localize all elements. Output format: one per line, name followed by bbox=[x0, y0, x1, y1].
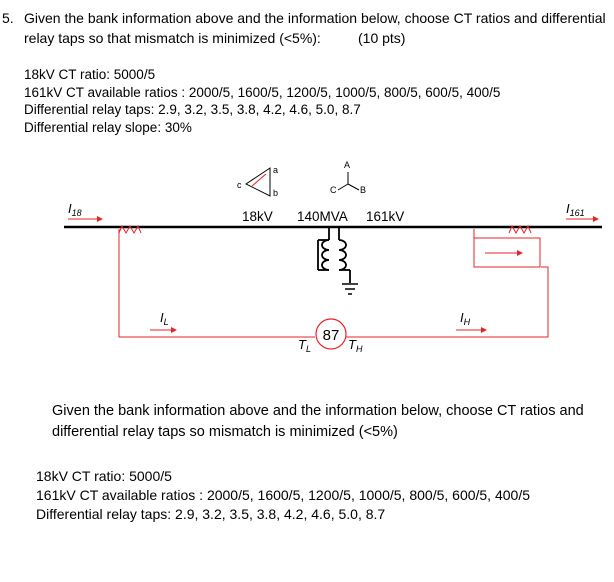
question-text-line2: relay taps so that mismatch is minimized (<5%): bbox=[24, 30, 321, 46]
il-label: $I_L$ bbox=[160, 310, 169, 327]
i161-label: $I_{161}$ bbox=[566, 201, 585, 218]
info-relay-taps: Differential relay taps: 2.9, 3.2, 3.5, 3.8, 4.2, 4.6, 5.0, 8.7 bbox=[24, 102, 361, 117]
bottom-ct-161kv: 161kV CT available ratios : 2000/5, 1600/5, 1200/5, 1000/5, 800/5, 600/5, 400/5 bbox=[36, 487, 530, 503]
tl-label: $T_L$ bbox=[298, 337, 311, 354]
svg-text:A: A bbox=[344, 160, 351, 170]
transformer-symbol bbox=[318, 227, 350, 283]
svg-text:B: B bbox=[360, 185, 367, 195]
question-text-line1: Given the bank information above and the information below, choose CT ratios and differential bbox=[24, 10, 606, 26]
bus-label-18kv: 18kV bbox=[242, 209, 273, 224]
relay-87-number: 87 bbox=[322, 327, 340, 344]
bottom-paragraph-line2: differential relay taps so mismatch is minimized (<5%) bbox=[52, 424, 398, 440]
svg-text:c: c bbox=[237, 180, 242, 190]
bottom-relay-taps: Differential relay taps: 2.9, 3.2, 3.5, 3.8, 4.2, 4.6, 5.0, 8.7 bbox=[36, 506, 386, 522]
svg-text:a: a bbox=[273, 165, 279, 175]
info-ct-161kv: 161kV CT available ratios : 2000/5, 1600/5, 1200/5, 1000/5, 800/5, 600/5, 400/5 bbox=[24, 85, 501, 100]
bus-label-161kv: 161kV bbox=[366, 209, 405, 224]
info-relay-slope: Differential relay slope: 30% bbox=[24, 120, 192, 135]
svg-text:C: C bbox=[330, 185, 337, 195]
question-number: 5. bbox=[2, 10, 14, 26]
ct-secondary-wiring-left bbox=[119, 229, 315, 337]
ct-secondary-wiring-right bbox=[346, 267, 548, 337]
question-points: (10 pts) bbox=[358, 30, 406, 46]
th-label: $T_H$ bbox=[348, 337, 363, 354]
svg-text:b: b bbox=[273, 188, 279, 198]
info-ct-18kv: 18kV CT ratio: 5000/5 bbox=[24, 67, 156, 82]
delta-winding-icon bbox=[237, 165, 278, 198]
rating-label: 140MVA bbox=[297, 209, 348, 224]
ground-icon bbox=[342, 284, 358, 294]
ih-label: $I_H$ bbox=[460, 310, 471, 327]
bottom-ct-18kv: 18kV CT ratio: 5000/5 bbox=[36, 468, 172, 484]
i18-label: $I_{18}$ bbox=[68, 201, 82, 218]
bottom-paragraph-line1: Given the bank information above and the information below, choose CT ratios and bbox=[52, 403, 584, 419]
wye-winding-icon bbox=[330, 160, 366, 195]
